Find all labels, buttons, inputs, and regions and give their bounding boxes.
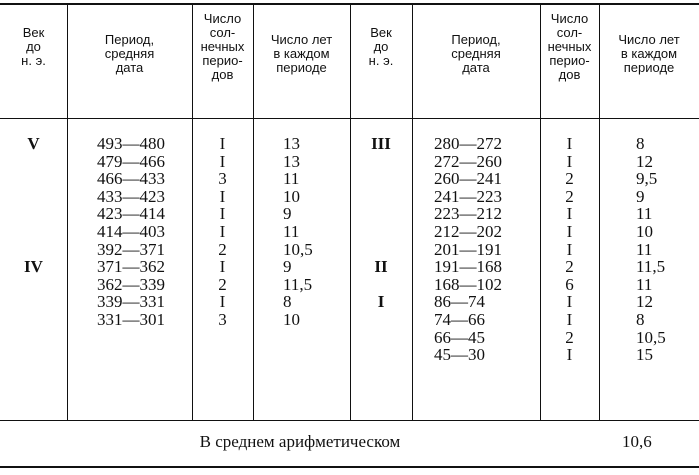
right-count-column — [540, 135, 599, 364]
count-cell: 2 — [565, 257, 574, 277]
century-spacer — [0, 170, 67, 188]
average-label: В среднем арифметическом — [199, 432, 401, 451]
left-period-column — [97, 135, 192, 329]
left-century-column — [0, 135, 67, 329]
century-spacer — [0, 223, 67, 241]
years-cell: 11 — [283, 221, 300, 241]
period-cell: 260—241 — [434, 169, 502, 189]
period-cell: 168—102 — [434, 274, 502, 294]
count-cell: I — [566, 309, 573, 329]
years-cell: 11 — [283, 169, 300, 189]
period-cell: 74—66 — [434, 309, 485, 329]
count-cell: I — [219, 186, 226, 206]
years-cell: 11 — [636, 239, 653, 259]
count-cell: 2 — [565, 327, 574, 347]
right-century-column — [350, 135, 412, 364]
period-cell: 371—362 — [97, 257, 165, 277]
century-spacer — [0, 276, 67, 294]
period-cell: 466—433 — [97, 169, 165, 189]
count-cell: 6 — [565, 274, 574, 294]
century-spacer — [350, 311, 412, 329]
century-spacer — [350, 153, 412, 171]
years-cell: 9,5 — [636, 169, 658, 189]
period-cell: 223—212 — [434, 204, 502, 224]
right-period-column — [434, 135, 540, 364]
years-cell: 11,5 — [283, 274, 313, 294]
years-cell: 11,5 — [636, 257, 666, 277]
years-cell: 15 — [636, 345, 653, 365]
header-years-right: Число лет в каждом периоде — [618, 32, 680, 75]
years-cell: 8 — [636, 134, 645, 153]
period-cell: 414—403 — [97, 221, 165, 241]
period-cell: 201—191 — [434, 239, 502, 259]
century-spacer — [350, 223, 412, 241]
century-spacer — [0, 311, 67, 329]
years-cell: 13 — [283, 151, 300, 171]
count-cell: I — [566, 134, 573, 153]
count-cell: I — [566, 239, 573, 259]
period-cell: 272—260 — [434, 151, 502, 171]
count-cell: I — [566, 345, 573, 365]
years-cell: 12 — [636, 292, 653, 312]
century-spacer — [0, 205, 67, 223]
years-cell: 8 — [283, 292, 292, 312]
period-cell: 479—466 — [97, 151, 165, 171]
period-cell: 86—74 — [434, 292, 485, 312]
years-cell: 10 — [636, 221, 653, 241]
period-cell: 493—480 — [97, 134, 165, 153]
century-spacer — [350, 205, 412, 223]
count-cell: 2 — [565, 169, 574, 189]
years-cell: 11 — [636, 274, 653, 294]
period-cell: 392—371 — [97, 239, 165, 259]
average-value: 10,6 — [622, 432, 652, 451]
period-cell: 280—272 — [434, 134, 502, 153]
period-cell: 331—301 — [97, 309, 165, 329]
years-cell: 12 — [636, 151, 653, 171]
years-cell: 10 — [283, 186, 300, 206]
century-label: III — [371, 134, 391, 153]
century-label: IV — [24, 257, 43, 277]
header-period-right: Период, средняя дата — [451, 32, 501, 75]
count-cell: I — [566, 204, 573, 224]
period-cell: 433—423 — [97, 186, 165, 206]
century-spacer — [350, 241, 412, 259]
century-spacer — [350, 346, 412, 364]
count-cell: I — [566, 292, 573, 312]
footer-bottom-rule — [0, 466, 699, 468]
period-cell: 339—331 — [97, 292, 165, 312]
left-count-column — [192, 135, 253, 329]
count-cell: 2 — [218, 274, 227, 294]
count-cell: I — [219, 221, 226, 241]
header-century-right: Век до н. э. — [368, 25, 394, 68]
count-cell: 2 — [565, 186, 574, 206]
left-years-column — [283, 135, 350, 329]
right-years-column — [636, 135, 699, 364]
header-count-left: Число сол- нечных перио- дов — [200, 11, 245, 82]
count-cell: 3 — [218, 169, 227, 189]
years-cell: 10,5 — [283, 239, 313, 259]
century-label: I — [377, 292, 385, 312]
count-cell: I — [219, 151, 226, 171]
century-spacer — [0, 293, 67, 311]
period-cell: 212—202 — [434, 221, 502, 241]
years-cell: 13 — [283, 134, 300, 153]
count-cell: I — [566, 151, 573, 171]
header-period-left: Период, средняя дата — [104, 32, 155, 75]
years-cell: 9 — [283, 204, 292, 224]
century-spacer — [350, 188, 412, 206]
years-cell: 8 — [636, 309, 645, 329]
period-cell: 191—168 — [434, 257, 502, 277]
century-spacer — [350, 170, 412, 188]
header-count-right: Число сол- нечных перио- дов — [547, 11, 592, 82]
century-spacer — [350, 329, 412, 347]
count-cell: I — [219, 204, 226, 224]
period-cell: 423—414 — [97, 204, 165, 224]
period-cell: 362—339 — [97, 274, 165, 294]
count-cell: 3 — [218, 309, 227, 329]
count-cell: I — [219, 134, 226, 153]
years-cell: 10,5 — [636, 327, 666, 347]
century-label: II — [374, 257, 388, 277]
period-cell: 241—223 — [434, 186, 502, 206]
count-cell: I — [219, 257, 226, 277]
count-cell: 2 — [218, 239, 227, 259]
count-cell: I — [566, 221, 573, 241]
years-cell: 9 — [283, 257, 292, 277]
years-cell: 10 — [283, 309, 300, 329]
years-cell: 9 — [636, 186, 645, 206]
count-cell: I — [219, 292, 226, 312]
century-spacer — [0, 153, 67, 171]
header-century-left: Век до н. э. — [21, 25, 46, 68]
century-spacer — [0, 241, 67, 259]
period-cell: 45—30 — [434, 345, 485, 365]
period-cell: 66—45 — [434, 327, 485, 347]
century-spacer — [350, 276, 412, 294]
century-spacer — [0, 188, 67, 206]
header-years-left: Число лет в каждом периоде — [270, 32, 333, 75]
century-label: V — [27, 134, 40, 153]
years-cell: 11 — [636, 204, 653, 224]
